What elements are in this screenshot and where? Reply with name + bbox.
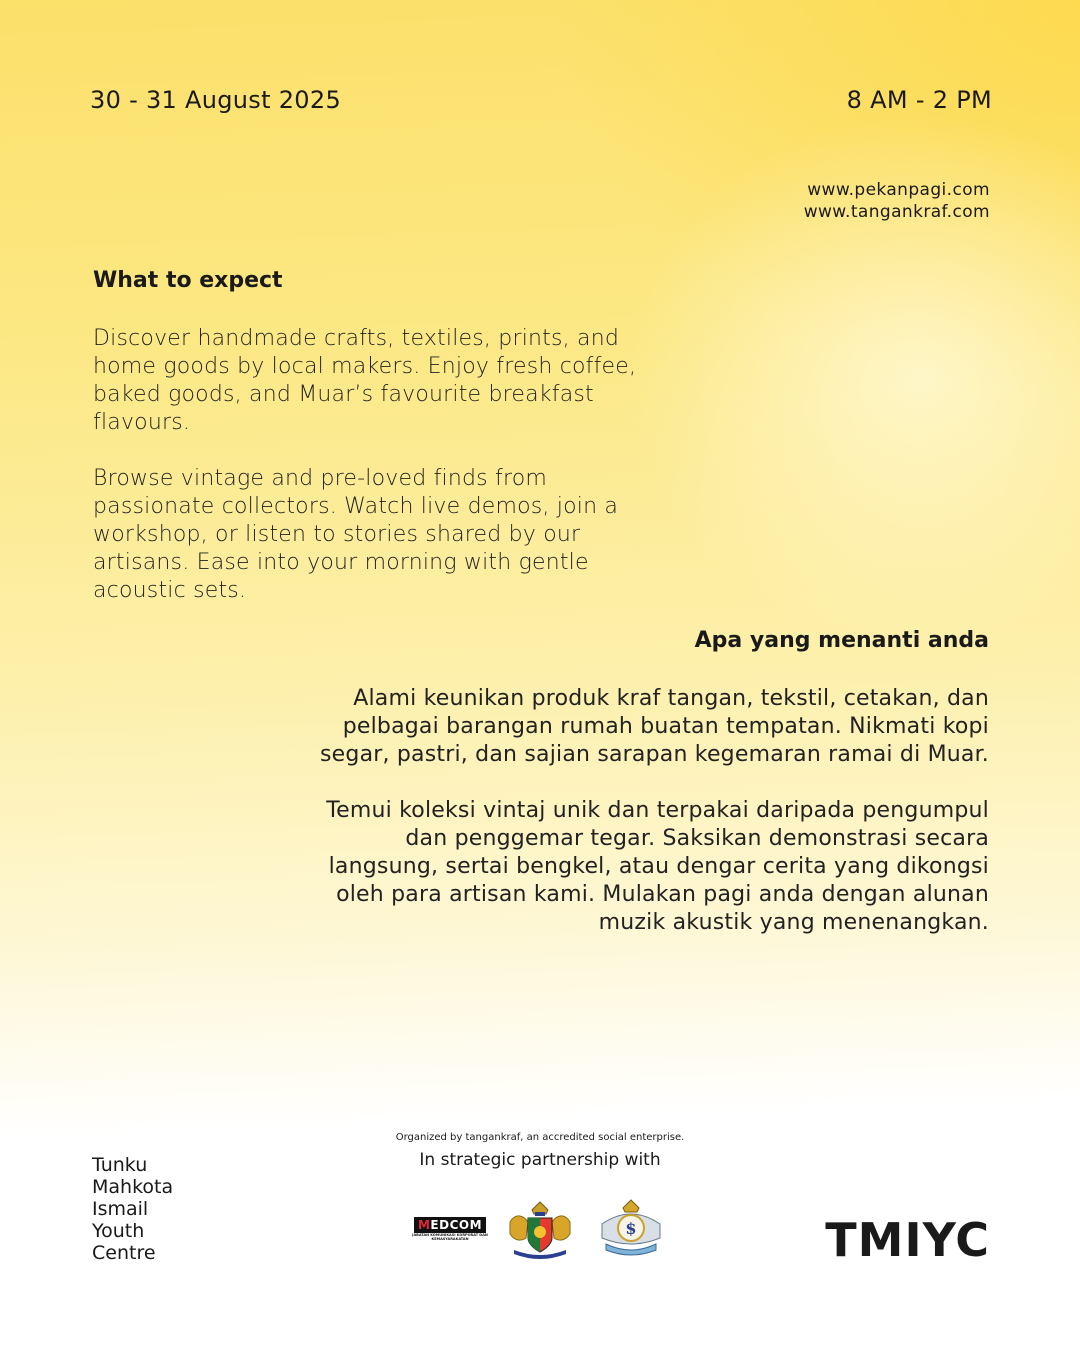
text-line: langsung, sertai bengkel, atau dengar cerita yang dikongsi	[328, 854, 989, 879]
venue-line: Tunku	[92, 1154, 148, 1176]
svg-text:$: $	[625, 1219, 637, 1238]
website-links	[804, 179, 990, 223]
text-line: artisans. Ease into your morning with gentle	[93, 550, 589, 575]
english-heading: What to expect	[93, 268, 283, 293]
partner-logos	[412, 1198, 670, 1260]
text-line: acoustic sets.	[93, 578, 247, 603]
text-line: segar, pastri, dan sajian sarapan kegemaran ramai di Muar.	[320, 742, 989, 767]
partnership-label	[0, 1150, 1080, 1170]
malay-paragraph-2	[249, 797, 989, 937]
venue-line: Mahkota	[92, 1176, 174, 1198]
brand-wordmark: TMIYC	[825, 1213, 990, 1267]
text-line: oleh para artisan kami. Mulakan pagi anda dengan alunan	[336, 882, 989, 907]
text-line: Temui koleksi vintaj unik dan terpakai daripada pengumpul	[326, 798, 989, 823]
text-line: dan penggemar tegar. Saksikan demonstrasi secara	[405, 826, 989, 851]
text-line: flavours.	[93, 410, 191, 435]
english-paragraph-2	[93, 465, 693, 605]
text-line: Alami keunikan produk kraf tangan, tekstil, cetakan, dan	[353, 686, 989, 711]
organizer-text: Organized by tangankraf, an accredited social enterprise.	[395, 1132, 685, 1143]
royal-emblem-logo	[592, 1198, 670, 1260]
medcom-subtext: JABATAN KOMUNIKASI KORPORAT DAN KEMASYARAKATAN	[412, 1233, 488, 1241]
text-line: home goods by local makers. Enjoy fresh coffee,	[93, 354, 637, 379]
text-line: pelbagai barangan rumah buatan tempatan. Nikmati kopi	[342, 714, 989, 739]
event-date: 30 - 31 August 2025	[90, 86, 342, 114]
venue-line: Youth	[92, 1220, 145, 1242]
text-line: Discover handmade crafts, textiles, prints, and	[93, 326, 620, 351]
link-tangankraf[interactable]: www.tangankraf.com	[803, 202, 990, 222]
malay-paragraph-1	[249, 685, 989, 769]
text-line: passionate collectors. Watch live demos, join a	[93, 494, 619, 519]
partnership-text: In strategic partnership with	[419, 1150, 661, 1170]
text-line: baked goods, and Muar’s favourite breakfast	[93, 382, 594, 407]
text-line: Browse vintage and pre-loved finds from	[93, 466, 548, 491]
venue-line: Ismail	[92, 1198, 149, 1220]
english-paragraph-1	[93, 325, 693, 437]
text-line: workshop, or listen to stories shared by our	[93, 522, 581, 547]
text-line: muzik akustik yang menenangkan.	[598, 910, 989, 935]
venue-name	[92, 1154, 173, 1264]
event-time: 8 AM - 2 PM	[846, 86, 992, 114]
malay-heading: Apa yang menanti anda	[694, 628, 989, 653]
link-pekanpagi[interactable]: www.pekanpagi.com	[807, 180, 990, 200]
organizer-note	[0, 1132, 1080, 1143]
state-crest-logo	[502, 1198, 578, 1260]
venue-line: Centre	[92, 1242, 156, 1264]
medcom-logo: MEDCOM JABATAN KOMUNIKASI KORPORAT DAN KEMASYARAKATAN	[412, 1218, 488, 1241]
